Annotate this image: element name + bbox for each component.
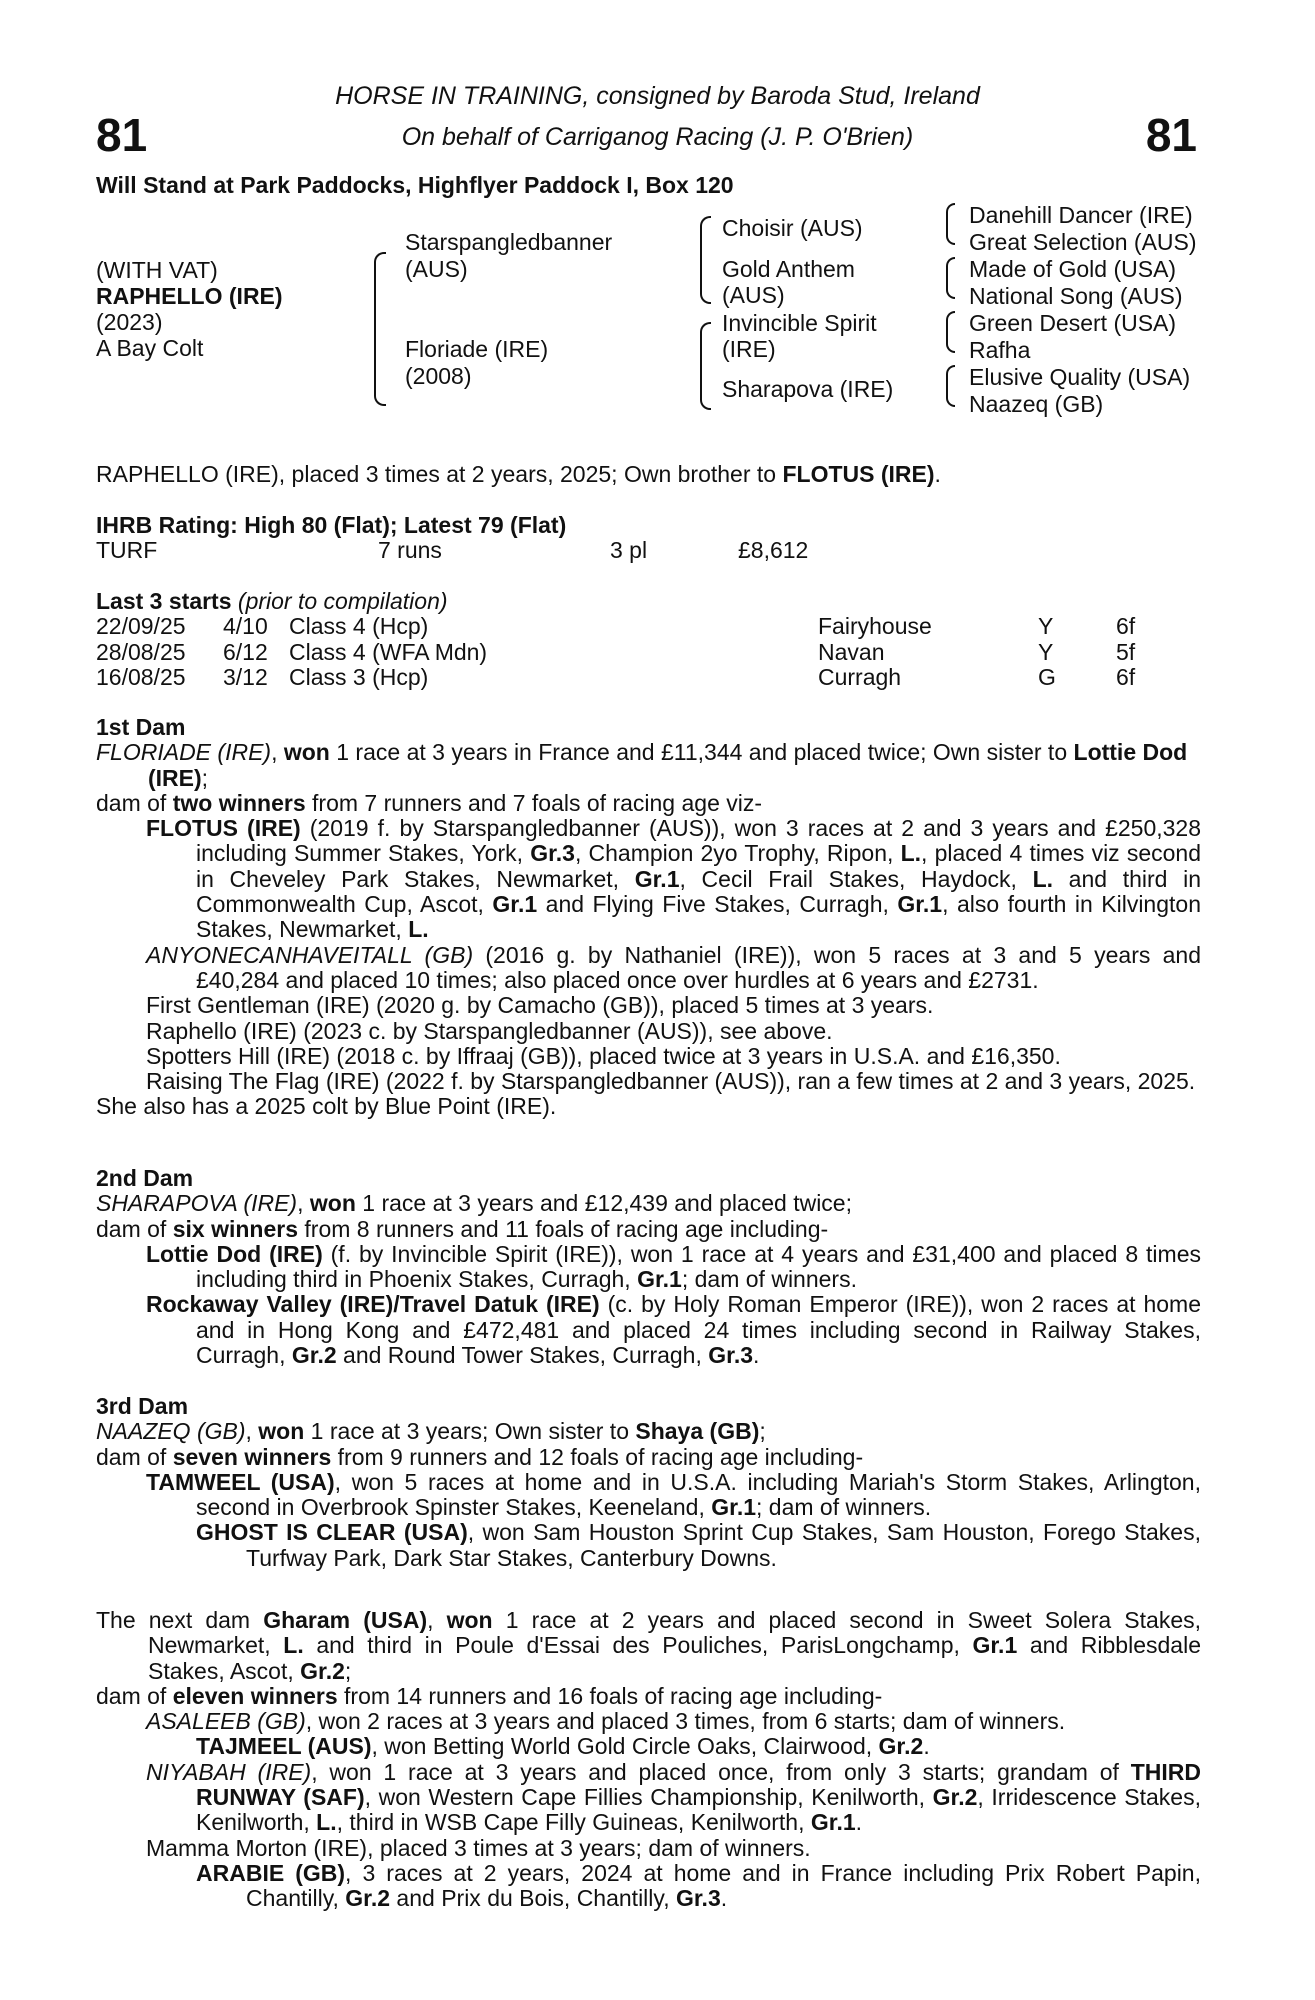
grade: L. (283, 1632, 304, 1659)
horse-name: RAPHELLO (IRE) (96, 283, 283, 309)
won-label: won (283, 739, 330, 766)
asaleeb-name: ASALEEB (GB) (146, 1708, 306, 1735)
third-runway-text: , won Western Cape Fillies Championship, Kenilworth, (364, 1784, 933, 1811)
second-dam-produce (96, 1217, 1201, 1242)
flotus-text: and third in Commonwealth Cup, Ascot, (196, 865, 1201, 918)
sd-dam: National Song (AUS) (969, 283, 1183, 309)
first-dam-section (96, 715, 1201, 1120)
start-pos: 6/12 (223, 638, 268, 665)
rating-title: IHRB Rating: High 80 (Flat); Latest 79 (Flat) (96, 512, 567, 538)
grade: Gr.2 (932, 1784, 978, 1811)
sire-dam-country: (AUS) (722, 282, 785, 308)
pedigree-brace (374, 252, 386, 406)
punct: . (720, 1885, 728, 1912)
ss-brace (946, 203, 955, 245)
first-dam-title: 1st Dam (96, 714, 186, 740)
niyabah-name: NIYABAH (IRE) (146, 1758, 312, 1785)
third-dam-produce (96, 1445, 1201, 1470)
start-course: Curragh (818, 664, 902, 690)
second-dam-record: SHARAPOVA (IRE), won 1 race at 3 years and £12,439 and placed twice; (96, 1190, 852, 1217)
rating-runs: 7 runs (378, 537, 442, 563)
summary-end: . (934, 461, 941, 487)
sire-brace (700, 216, 711, 304)
won-label: won (309, 1190, 356, 1217)
horse-year: (2023) (96, 309, 163, 335)
punct: ; (759, 1418, 766, 1445)
grade: Gr.2 (291, 1342, 337, 1369)
start-dist: 6f (1116, 613, 1136, 639)
sire-country: (AUS) (405, 256, 468, 282)
next-dam-intro: The next dam (96, 1607, 264, 1633)
arabie-text: , 3 races at 2 years, 2024 at home and in France including Prix Robert Papin, Chantilly, (246, 1859, 1201, 1912)
tamweel-text: , won 5 races at home and in U.S.A. including Mariah's Storm Stakes, Arlington, second in Overbrook Spinster Stakes, Keeneland, (196, 1468, 1201, 1521)
lottie-text: ; dam of winners. (681, 1266, 857, 1293)
ds-sire: Green Desert (USA) (969, 310, 1177, 336)
anyone-name: ANYONECANHAVEITALL (GB) (146, 941, 474, 968)
first-dam-winners: two winners (172, 789, 306, 816)
rockaway-name: Rockaway Valley (IRE)/Travel Datuk (IRE) (146, 1291, 600, 1318)
ss-dam: Great Selection (AUS) (969, 229, 1197, 255)
dam-of-label: dam of (96, 1215, 173, 1242)
punct: . (753, 1342, 760, 1369)
next-dam-text: and Ribblesdale Stakes, Ascot, (148, 1632, 1201, 1684)
third-runway-name: THIRD RUNWAY (SAF) (196, 1758, 1201, 1811)
dam-year: (2008) (405, 363, 472, 389)
second-dam-winners: six winners (172, 1215, 298, 1242)
punct: ; (344, 1657, 352, 1684)
start-course: Fairyhouse (818, 613, 932, 639)
start-date: 28/08/25 (96, 638, 186, 665)
first-dam-produce-text: from 7 runners and 7 foals of racing age viz- (305, 789, 763, 816)
next-dam-section (96, 1608, 1201, 1912)
second-dam-title: 2nd Dam (96, 1165, 194, 1191)
vat-note: (WITH VAT) (96, 257, 218, 283)
lottie-entry (96, 1242, 1201, 1293)
third-dam-winners: seven winners (172, 1443, 332, 1470)
next-dam-text: and third in Poule d'Essai des Pouliches, ParisLongchamp, (303, 1632, 973, 1659)
asaleeb-text: , won 2 races at 3 years and placed 3 times, from 6 starts; dam of winners. (305, 1708, 1066, 1735)
on-behalf-line: On behalf of Carriganog Racing (J. P. O'Brien) (401, 123, 914, 151)
flotus-text: , also fourth in Kilvington Stakes, Newmarket, (196, 891, 1201, 943)
arabie-name: ARABIE (GB) (196, 1859, 346, 1886)
start-dist: 6f (1116, 664, 1136, 690)
won-label: won (258, 1418, 305, 1445)
punct: ; (201, 764, 209, 791)
sire-sire: Choisir (AUS) (722, 215, 863, 241)
lottie-name: Lottie Dod (IRE) (146, 1240, 323, 1267)
third-dam-produce-text: from 9 runners and 12 foals of racing age including- (331, 1443, 864, 1470)
next-dam-record: The next dam Gharam (USA), won 1 race at 2 years and placed second in Sweet Solera Stakes, Newmarket, L. and third in Poule d'Essai des Pouliches, ParisLongchamp, Gr.1 and Ribblesdale Stakes, Ascot, Gr.2; (96, 1607, 1201, 1684)
dd-brace (946, 365, 955, 407)
flotus-text: (2019 f. by Starspangledbanner (AUS)), won 3 races at 2 and 3 years and £250,328 including Summer Stakes, York, (196, 815, 1201, 867)
grade: Gr.1 (634, 865, 680, 892)
arabie-entry (96, 1861, 1201, 1912)
start-going: Y (1038, 613, 1054, 639)
third-dam-name: NAAZEQ (GB) (96, 1418, 246, 1445)
grade: Gr.1 (637, 1266, 682, 1293)
third-dam-title: 3rd Dam (96, 1393, 189, 1419)
dam-sire: Invincible Spirit (722, 310, 877, 336)
flotus-text: , placed 4 times viz second in Cheveley Park Stakes, Newmarket, (196, 840, 1202, 892)
flotus-text: , Cecil Frail Stakes, Haydock, (679, 865, 1033, 892)
second-dam-record-text: 1 race at 3 years and £12,439 and placed twice; (355, 1190, 852, 1217)
spotters-entry: Spotters Hill (IRE) (2018 c. by Iffraaj (GB)), placed twice at 3 years in U.S.A. and £16,350. (146, 1042, 1061, 1069)
grade: L. (900, 840, 922, 867)
lot-number-right: 81 (1145, 109, 1197, 161)
ds-brace (946, 311, 955, 353)
niyabah-entry (96, 1760, 1201, 1836)
flotus-name: FLOTUS (IRE) (146, 815, 301, 842)
summary-line (96, 462, 941, 487)
asaleeb-entry (96, 1709, 1201, 1734)
dam-of-label: dam of (96, 789, 173, 816)
tajmeel-entry (96, 1734, 1201, 1759)
start-race: Class 4 (WFA Mdn) (289, 638, 488, 665)
tamweel-name: TAMWEEL (USA) (146, 1468, 335, 1495)
grade: Gr.1 (711, 1494, 757, 1521)
dam-name: Floriade (IRE) (405, 336, 549, 362)
start-date: 22/09/25 (96, 613, 186, 639)
start-pos: 4/10 (223, 613, 268, 639)
last-starts-title: Last 3 starts (96, 588, 232, 614)
tajmeel-text: , won Betting World Gold Circle Oaks, Clairwood, (371, 1733, 879, 1760)
tamweel-entry (96, 1470, 1201, 1521)
first-dam-record-text: 1 race at 3 years in France and £11,344 and placed twice; Own sister to (329, 739, 1068, 766)
third-runway-text: , Irridescence Stakes, Kenilworth, (196, 1784, 1201, 1836)
next-dam-winners: eleven winners (172, 1682, 338, 1709)
third-runway-text: , third in WSB Cape Filly Guineas, Kenilworth, (336, 1809, 811, 1836)
grade: Gr.3 (708, 1342, 754, 1369)
raising-entry: Raising The Flag (IRE) (2022 f. by Starspangledbanner (AUS)), ran a few times at 2 and 3 years, 2025. (146, 1068, 1196, 1095)
next-dam-text: 1 race at 2 years and placed second in Sweet Solera Stakes, Newmarket, (148, 1607, 1201, 1659)
start-going: Y (1038, 638, 1054, 665)
flotus-text: , Champion 2yo Trophy, Ripon, (574, 840, 901, 867)
summary-brother: FLOTUS (IRE) (782, 461, 935, 487)
dd-sire: Elusive Quality (USA) (969, 364, 1191, 390)
third-dam-record-text: 1 race at 3 years; Own sister to (304, 1418, 636, 1445)
flotus-entry (96, 816, 1201, 942)
next-dam-name: Gharam (USA) (263, 1607, 428, 1633)
tamweel-text: ; dam of winners. (756, 1494, 932, 1521)
grade: Gr.2 (300, 1657, 345, 1684)
anyone-entry (96, 943, 1201, 994)
first-gentleman-entry: First Gentleman (IRE) (2020 g. by Camacho (GB)), placed 5 times at 3 years. (146, 992, 934, 1019)
rating-earnings: £8,612 (738, 537, 809, 563)
grade: L. (316, 1809, 337, 1836)
last-starts-heading (96, 589, 448, 614)
rating-placed: 3 pl (610, 537, 648, 563)
second-dam-name: SHARAPOVA (IRE) (96, 1190, 298, 1217)
punct: . (923, 1733, 930, 1760)
grade: Gr.1 (810, 1809, 856, 1836)
dam-of-label: dam of (96, 1443, 173, 1470)
summary-text: RAPHELLO (IRE), placed 3 times at 2 years, 2025; Own brother to (96, 461, 783, 487)
start-date: 16/08/25 (96, 664, 186, 690)
rockaway-entry (96, 1292, 1201, 1368)
grade: Gr.1 (492, 891, 538, 918)
first-dam-produce (96, 791, 1201, 816)
sire-name: Starspangledbanner (405, 229, 613, 255)
second-dam-produce-text: from 8 runners and 11 foals of racing age including- (298, 1215, 829, 1242)
first-dam-sister: Lottie Dod (IRE) (148, 739, 1188, 791)
rating-surface: TURF (96, 537, 158, 563)
grade: Gr.3 (675, 1885, 721, 1912)
dam-of-label: dam of (96, 1682, 173, 1709)
dam-brace (700, 322, 711, 410)
sire-dam: Gold Anthem (722, 256, 855, 282)
location-line: Will Stand at Park Paddocks, Highflyer Paddock I, Box 120 (96, 172, 734, 198)
grade: Gr.1 (897, 891, 943, 918)
third-dam-section (96, 1394, 1201, 1571)
next-dam-produce-text: from 14 runners and 16 foals of racing age including- (337, 1682, 883, 1709)
first-dam-name: FLORIADE (IRE) (96, 739, 272, 766)
flotus-text: and Flying Five Stakes, Curragh, (537, 891, 898, 918)
rockaway-text: and Round Tower Stakes, Curragh, (336, 1342, 709, 1369)
third-dam-record: NAAZEQ (GB), won 1 race at 3 years; Own sister to Shaya (GB); (96, 1418, 766, 1445)
first-dam-record: FLORIADE (IRE), won 1 race at 3 years in France and £11,344 and placed twice; Own sister to Lottie Dod (IRE); (96, 739, 1188, 791)
dam-dam: Sharapova (IRE) (722, 376, 894, 402)
lot-number-left: 81 (96, 109, 148, 161)
start-going: G (1038, 664, 1056, 690)
horse-description: A Bay Colt (96, 335, 204, 361)
arabie-text: and Prix du Bois, Chantilly, (390, 1885, 676, 1912)
lottie-text: (f. by Invincible Spirit (IRE)), won 1 race at 4 years and £31,400 and placed 8 times including third in Phoenix Stakes, Curragh, (196, 1240, 1201, 1293)
start-pos: 3/12 (223, 664, 268, 690)
dd-dam: Naazeq (GB) (969, 391, 1104, 417)
won-label: won (446, 1607, 493, 1633)
rockaway-text: (c. by Holy Roman Emperor (IRE)), won 2 races at home and in Hong Kong and £472,481 and placed 24 times including second in Railway Stakes, Curragh, (196, 1291, 1201, 1369)
ghost-name: GHOST IS CLEAR (USA) (196, 1519, 468, 1546)
dam-sire-country: (IRE) (722, 336, 776, 362)
tajmeel-name: TAJMEEL (AUS) (196, 1733, 372, 1760)
third-dam-sister: Shaya (GB) (635, 1418, 760, 1445)
grade: Gr.1 (972, 1632, 1018, 1659)
start-dist: 5f (1116, 638, 1136, 665)
ghost-text: , won Sam Houston Sprint Cup Stakes, Sam Houston, Forego Stakes, Turfway Park, Dark Star Stakes, Canterbury Downs. (246, 1519, 1201, 1571)
sd-sire: Made of Gold (USA) (969, 256, 1177, 282)
sd-brace (946, 257, 955, 299)
start-course: Navan (818, 638, 885, 665)
last-starts-note: (prior to compilation) (237, 588, 448, 614)
second-dam-section (96, 1166, 1201, 1368)
grade: L. (408, 916, 429, 943)
first-dam-also: She also has a 2025 colt by Blue Point (IRE). (96, 1093, 557, 1120)
next-dam-produce (96, 1684, 1201, 1709)
grade: Gr.2 (345, 1885, 391, 1912)
grade: Gr.3 (530, 840, 575, 867)
start-race: Class 4 (Hcp) (289, 613, 429, 639)
niyabah-text: , won 1 race at 3 years and placed once, from only 3 starts; grandam of (311, 1758, 1119, 1785)
grade: L. (1032, 865, 1054, 892)
start-race: Class 3 (Hcp) (289, 664, 429, 690)
ghost-entry (96, 1520, 1201, 1571)
raphello-entry: Raphello (IRE) (2023 c. by Starspangledbanner (AUS)), see above. (146, 1017, 833, 1044)
punct: . (855, 1809, 863, 1836)
consignor-line: HORSE IN TRAINING, consigned by Baroda Stud, Ireland (335, 82, 980, 110)
grade: Gr.2 (878, 1733, 924, 1760)
ds-dam: Rafha (969, 337, 1031, 363)
ss-sire: Danehill Dancer (IRE) (969, 202, 1193, 228)
mamma-entry: Mamma Morton (IRE), placed 3 times at 3 years; dam of winners. (146, 1834, 811, 1861)
anyone-text: (2016 g. by Nathaniel (IRE)), won 5 races at 3 and 5 years and £40,284 and placed 10 times; also placed once over hurdles at 6 years and £2731. (196, 941, 1201, 993)
